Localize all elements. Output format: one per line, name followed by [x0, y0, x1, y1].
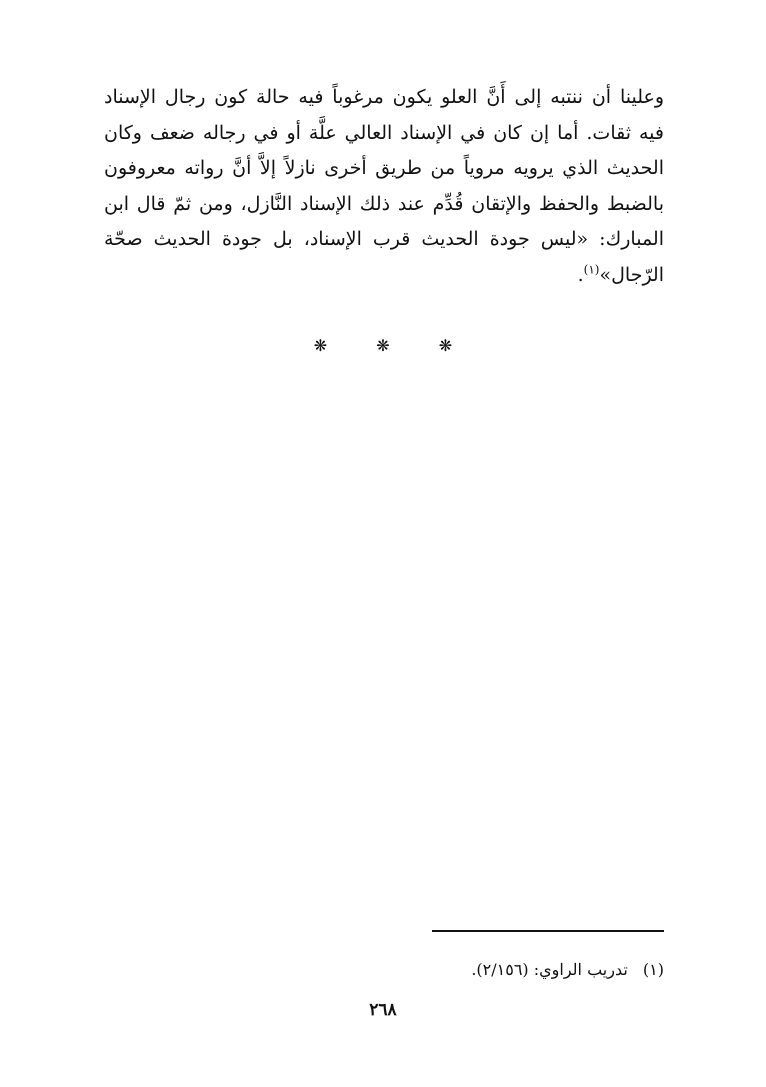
page-number: ٢٦٨ — [369, 1000, 397, 1020]
footnote-divider — [432, 930, 664, 932]
paragraph-line-text: الرّجال» — [599, 263, 664, 286]
paragraph-line: فيه ثقات. أما إن كان في الإسناد العالي علَّة أو في رجاله ضعف وكان — [104, 121, 664, 144]
footnote-reference: (١) — [583, 262, 600, 277]
footnote — [300, 958, 664, 982]
footnote-number: (١) — [642, 960, 664, 979]
main-paragraph — [104, 80, 664, 293]
section-separator: ❋ ❋ ❋ — [313, 336, 475, 355]
final-period: . — [577, 263, 584, 286]
paragraph-last-line — [104, 258, 664, 294]
paragraph-line: الحديث الذي يرويه مروياً من طريق أخرى نازلاً إلاَّ أنَّ رواته معروفون — [104, 157, 664, 179]
paragraph-line: وعلينا أن ننتبه إلى أَنَّ العلو يكون مرغوباً فيه حالة كون رجال الإسناد — [104, 86, 664, 108]
paragraph-line: المبارك: «ليس جودة الحديث قرب الإسناد، بل جودة الحديث صحّة — [104, 228, 664, 250]
footnote-text: تدريب الراوي: (٢/١٥٦). — [471, 960, 628, 979]
paragraph-line: بالضبط والحفظ والإتقان قُدِّم عند ذلك الإسناد النَّازل، ومن ثمّ قال ابن — [104, 192, 664, 215]
